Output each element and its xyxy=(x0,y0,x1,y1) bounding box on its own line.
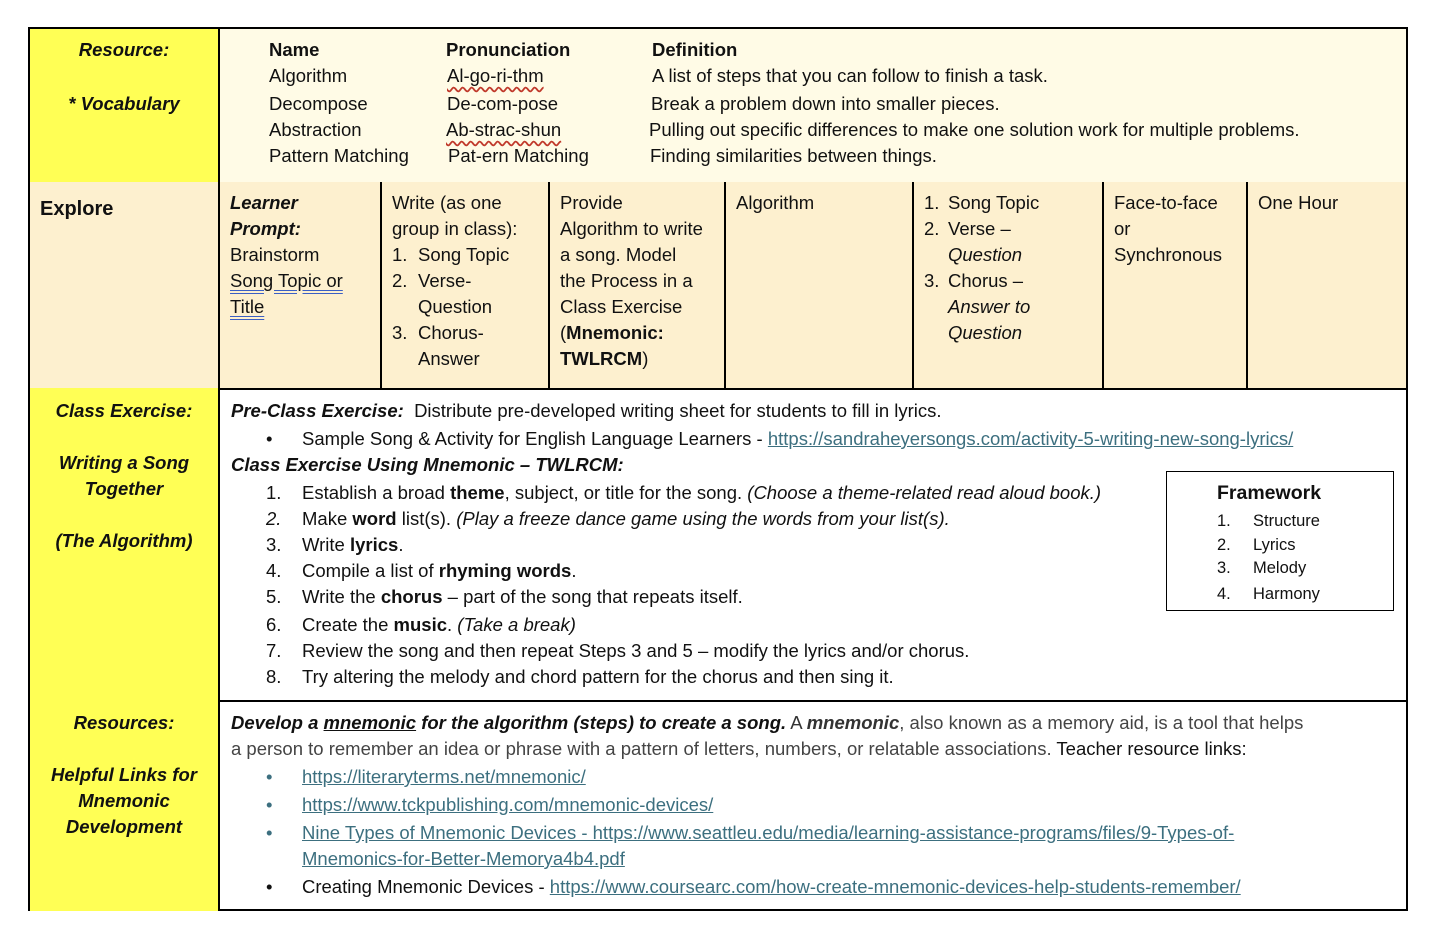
pre-class-title: Pre-Class Exercise: xyxy=(231,400,404,421)
framework-box xyxy=(1166,471,1394,611)
vocabulary-content xyxy=(220,29,1406,182)
vocab-definition: A list of steps that you can follow to finish a task. xyxy=(652,65,1048,86)
vocab-header-pronunciation: Pronunciation xyxy=(446,39,571,60)
lesson-table xyxy=(28,27,1408,911)
step-item: 5. Write the chorus – part of the song that repeats itself. xyxy=(266,586,743,607)
vocab-definition: Pulling out specific differences to make one solution work for multiple problems. xyxy=(649,119,1300,140)
vocab-header-definition: Definition xyxy=(652,39,738,60)
write-intro-line: group in class): xyxy=(392,218,518,239)
vocab-name: Pattern Matching xyxy=(269,145,409,166)
resources-intro: Develop a mnemonic for the algorithm (steps) to create a song. A mnemonic, also known as a memory aid, is a tool that helps xyxy=(231,712,1304,733)
time-text: One Hour xyxy=(1258,192,1339,213)
vocabulary-label-vocab: * Vocabulary xyxy=(68,93,180,114)
step-item: 1. Establish a broad theme, subject, or title for the song. (Choose a theme-related read aloud book.) xyxy=(266,482,1102,503)
topic-item: 3. Chorus – xyxy=(924,270,1024,291)
resources-intro-line2: a person to remember an idea or phrase with a pattern of letters, numbers, or relatable associations. Teacher resource links: xyxy=(231,738,1247,759)
vocab-name: Algorithm xyxy=(269,65,348,86)
tck-publishing-link[interactable]: https://www.tckpublishing.com/mnemonic-devices/ xyxy=(302,794,714,815)
class-exercise-label-line: Class Exercise: xyxy=(55,400,193,421)
resources-content xyxy=(220,700,1406,911)
learner-prompt-line: Title xyxy=(230,296,265,317)
topic-cell xyxy=(914,182,1104,388)
topic-item: 1. Song Topic xyxy=(924,192,1040,213)
step-item: 8. Try altering the melody and chord pattern for the chorus and then sing it. xyxy=(266,666,894,687)
class-exercise-row xyxy=(30,388,1406,702)
vocab-pronunciation: Pat-ern Matching xyxy=(448,145,589,166)
sample-song-link[interactable]: https://sandraheyersongs.com/activity-5-writing-new-song-lyrics/ xyxy=(767,428,1294,449)
resources-label-line: Resources: xyxy=(73,712,175,733)
mode-line: Face-to-face xyxy=(1114,192,1218,213)
resources-label-line: Helpful Links for xyxy=(51,764,197,785)
vocabulary-label xyxy=(30,29,220,182)
exercise-using-title: Class Exercise Using Mnemonic – TWLRCM: xyxy=(231,454,624,475)
framework-item: 3. Melody xyxy=(1217,559,1307,577)
class-exercise-label xyxy=(30,388,220,700)
time-cell xyxy=(1248,182,1406,388)
provide-line: Class Exercise xyxy=(560,296,683,317)
provide-mnemonic: (Mnemonic: xyxy=(560,322,664,343)
write-item: 1. Song Topic xyxy=(392,244,510,265)
framework-item: 4. Harmony xyxy=(1217,584,1320,603)
framework-item: 1. Structure xyxy=(1217,512,1320,530)
vocab-pronunciation: Al-go-ri-thm xyxy=(447,65,544,86)
vocab-definition: Finding similarities between things. xyxy=(650,145,937,166)
topic-item: 2. Verse – xyxy=(924,218,1011,239)
vocab-header-name: Name xyxy=(269,39,320,60)
resource-link-item: • https://www.tckpublishing.com/mnemonic-devices/ xyxy=(266,794,714,815)
vocab-pronunciation: De-com-pose xyxy=(447,93,559,114)
provide-line: the Process in a xyxy=(560,270,693,291)
write-item: 3. Chorus- xyxy=(392,322,484,343)
provide-line: Provide xyxy=(560,192,623,213)
class-exercise-label-line: Writing a Song xyxy=(58,452,190,473)
write-item-cont: Question xyxy=(418,296,493,317)
topic-item-sub: Question xyxy=(948,244,1023,265)
vocabulary-row xyxy=(30,29,1406,184)
write-item-cont: Answer xyxy=(418,348,480,369)
explore-label: Explore xyxy=(40,198,114,220)
vocab-name: Abstraction xyxy=(269,119,362,140)
provide-line: a song. Model xyxy=(560,244,677,265)
step-item: 4. Compile a list of rhyming words. xyxy=(266,560,577,581)
class-exercise-label-line: Together xyxy=(84,478,164,499)
resource-link-item: • Nine Types of Mnemonic Devices - https://www.seattleu.edu/media/learning-assistance-programs/files/9-Types-of- xyxy=(266,822,1235,843)
literary-terms-link[interactable]: https://literaryterms.net/mnemonic/ xyxy=(302,766,586,787)
write-cell xyxy=(382,182,550,388)
provide-line: Algorithm to write xyxy=(560,218,703,239)
learner-prompt-title: Learner Prompt: xyxy=(230,192,301,239)
write-item: 2. Verse- xyxy=(392,270,472,291)
step-item: 2. Make word list(s). (Play a freeze dance game using the words from your list(s). xyxy=(266,508,950,529)
coursearc-link[interactable]: https://www.coursearc.com/how-create-mnemonic-devices-help-students-remember/ xyxy=(549,876,1241,897)
mode-line: or xyxy=(1114,218,1131,239)
resources-label xyxy=(30,700,220,911)
resources-label-line: Mnemonic xyxy=(78,790,170,811)
learner-prompt-line: Brainstorm xyxy=(230,244,320,265)
resource-link-item-cont xyxy=(302,846,625,872)
mode-line: Synchronous xyxy=(1114,244,1222,265)
class-exercise-label-line: (The Algorithm) xyxy=(55,530,193,551)
framework-title: Framework xyxy=(1217,482,1322,504)
nine-types-link[interactable]: Nine Types of Mnemonic Devices - https://www.seattleu.edu/media/learning-assistance-programs/files/9-Types-of- xyxy=(302,822,1235,843)
sample-bullet: • Sample Song & Activity for English Language Learners - https://sandraheyersongs.com/activity-5-writing-new-song-lyrics/ xyxy=(266,428,1294,449)
write-intro-line: Write (as one xyxy=(392,192,502,213)
resource-link-item: • https://literaryterms.net/mnemonic/ xyxy=(266,766,586,787)
pre-class-line xyxy=(231,398,942,424)
nine-types-link-cont[interactable]: Mnemonics-for-Better-Memorya4b4.pdf xyxy=(302,848,625,869)
vocab-pronunciation: Ab-strac-shun xyxy=(446,119,562,140)
topic-item-sub: Answer to Question xyxy=(948,296,1031,343)
step-item: 6. Create the music. (Take a break) xyxy=(266,614,576,635)
algorithm-text: Algorithm xyxy=(736,192,815,213)
step-item: 3. Write lyrics. xyxy=(266,534,404,555)
step-item: 7. Review the song and then repeat Steps 3 and 5 – modify the lyrics and/or chorus. xyxy=(266,640,970,661)
provide-mnemonic-code: TWLRCM) xyxy=(560,348,649,369)
vocabulary-label-resource: Resource: xyxy=(78,39,170,60)
vocab-definition: Break a problem down into smaller pieces. xyxy=(651,93,1000,114)
learner-prompt-line: Song Topic or xyxy=(230,270,343,291)
framework-item: 2. Lyrics xyxy=(1217,535,1296,554)
resource-link-item: • Creating Mnemonic Devices - https://www.coursearc.com/how-create-mnemonic-devices-help-students-remember/ xyxy=(266,876,1241,897)
explore-row xyxy=(30,182,1406,390)
class-exercise-content xyxy=(220,388,1406,700)
resources-label-line: Development xyxy=(65,816,183,837)
provide-cell xyxy=(550,182,726,388)
explore-label-cell xyxy=(30,182,220,388)
learner-prompt-cell xyxy=(220,182,382,388)
algorithm-cell xyxy=(726,182,914,388)
resources-row xyxy=(30,700,1406,911)
pre-class-text: Distribute pre-developed writing sheet for students to fill in lyrics. xyxy=(414,400,942,421)
mode-cell xyxy=(1104,182,1248,388)
vocab-name: Decompose xyxy=(269,93,368,114)
